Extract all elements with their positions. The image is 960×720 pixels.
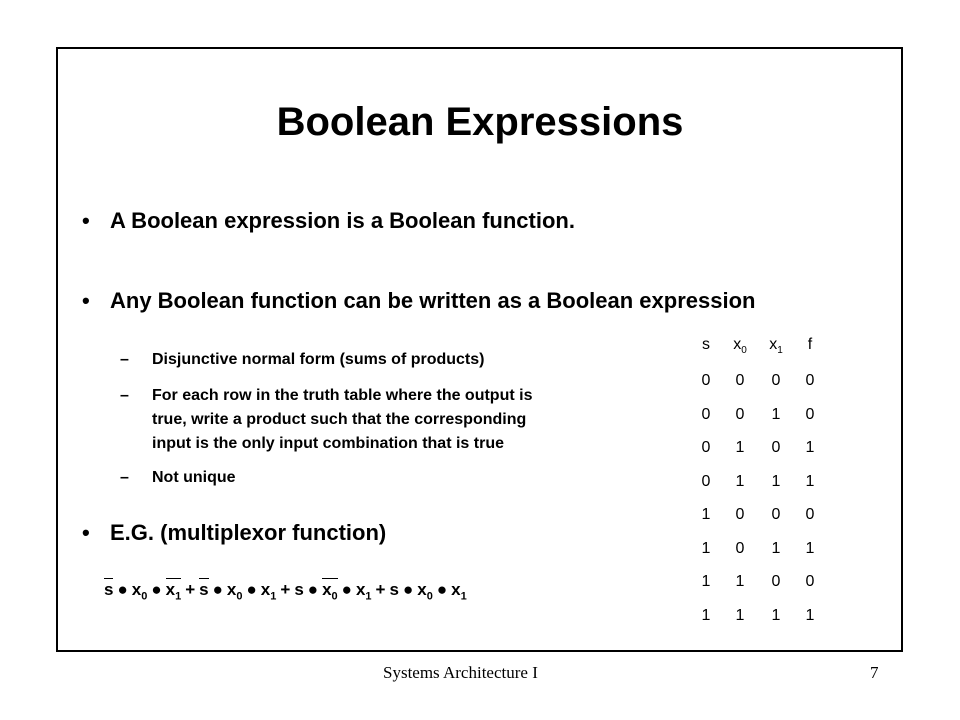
truth-table-cell: 0 <box>771 506 781 523</box>
truth-table-cell: 0 <box>735 539 745 557</box>
truth-table-cell: 0 <box>735 405 745 423</box>
truth-table-cell: 1 <box>701 573 711 590</box>
truth-table-cell: 0 <box>735 506 745 523</box>
truth-table-cell: 1 <box>805 439 815 456</box>
truth-table-cell: 0 <box>805 405 815 423</box>
sub-marker: – <box>120 351 129 368</box>
truth-table-cell: 0 <box>735 372 745 389</box>
variable: s <box>294 580 304 599</box>
footer-course: Systems Architecture I <box>383 663 538 682</box>
truth-table-cell: 1 <box>735 573 745 590</box>
bullet-marker: • <box>82 520 90 545</box>
truth-table-cell: 0 <box>771 372 781 389</box>
and-operator: ● <box>341 580 352 599</box>
variable: $x_1$ <box>451 580 467 603</box>
truth-table-cell: 0 <box>701 372 711 389</box>
sub-marker: – <box>120 469 129 486</box>
bullet-marker: • <box>82 208 90 233</box>
negated-variable: s <box>199 580 209 599</box>
truth-table-header-cell: $x_0$ <box>733 336 747 357</box>
plus-operator: + <box>280 580 291 599</box>
truth-table-cell: 1 <box>805 539 815 557</box>
product-term <box>104 580 182 603</box>
truth-table-header-cell: s <box>702 336 710 353</box>
truth-table-cell: 1 <box>735 472 745 490</box>
sub-item-text: input is the only input combination that is true <box>152 435 504 452</box>
variable: s <box>389 580 399 599</box>
sub-item-text: Disjunctive normal form (sums of products) <box>152 351 485 368</box>
truth-table-cell: 0 <box>805 372 815 389</box>
truth-table-cell: 0 <box>701 472 711 490</box>
plus-operator: + <box>185 580 196 599</box>
sub-item-text: true, write a product such that the corresponding <box>152 411 527 428</box>
truth-table-cell: 1 <box>735 439 745 456</box>
variable: $x_0$ <box>131 580 148 603</box>
truth-table-cell: 0 <box>701 439 711 456</box>
truth-table-cell: 0 <box>701 405 711 423</box>
and-operator: ● <box>402 580 414 599</box>
truth-table-cell: 1 <box>701 539 711 557</box>
sub-item-text: For each row in the truth table where the output is <box>152 387 533 404</box>
truth-table-cell: 0 <box>771 439 781 456</box>
truth-table-cell: 1 <box>735 606 745 624</box>
truth-table-cell: 1 <box>771 472 781 490</box>
footer-page-number: 7 <box>870 663 879 682</box>
multiplexor-expression <box>104 580 467 602</box>
truth-table-cell: 1 <box>771 606 781 624</box>
and-operator: ● <box>151 580 162 599</box>
variable: $x_0$ <box>417 580 433 603</box>
bullet-text: E.G. (multiplexor function) <box>110 520 387 545</box>
negated-variable: $x_1$ <box>165 580 182 603</box>
and-operator: ● <box>246 580 257 599</box>
and-operator: ● <box>307 580 319 599</box>
bullet-marker: • <box>82 288 90 313</box>
and-operator: ● <box>436 580 448 599</box>
bullet-text: Any Boolean function can be written as a Boolean expression <box>110 288 756 313</box>
variable: $x_1$ <box>355 580 372 603</box>
truth-table-cell: 0 <box>805 573 815 590</box>
sub-marker: – <box>120 387 129 404</box>
truth-table-cell: 1 <box>701 606 711 624</box>
truth-table-header-cell: $x_1$ <box>769 336 783 357</box>
truth-table-cell: 0 <box>805 506 815 523</box>
product-term <box>199 580 277 603</box>
and-operator: ● <box>117 580 128 599</box>
truth-table-cell: 0 <box>771 573 781 590</box>
truth-table-cell: 1 <box>771 539 781 557</box>
negated-variable: $x_0$ <box>322 580 338 603</box>
bullet-text: A Boolean expression is a Boolean function. <box>110 208 575 233</box>
truth-table-cell: 1 <box>805 472 815 490</box>
truth-table-header-cell: f <box>807 336 813 353</box>
product-term <box>389 580 467 603</box>
truth-table-cell: 1 <box>771 405 781 423</box>
negated-variable: s <box>104 580 114 599</box>
and-operator: ● <box>212 580 223 599</box>
product-term <box>294 580 372 603</box>
plus-operator: + <box>375 580 386 599</box>
variable: $x_0$ <box>226 580 243 603</box>
slide-title: Boolean Expressions <box>276 100 684 144</box>
variable: $x_1$ <box>260 580 277 603</box>
truth-table-cell: 1 <box>805 606 815 624</box>
truth-table-cell: 1 <box>701 506 711 523</box>
sub-item-text: Not unique <box>152 469 236 486</box>
